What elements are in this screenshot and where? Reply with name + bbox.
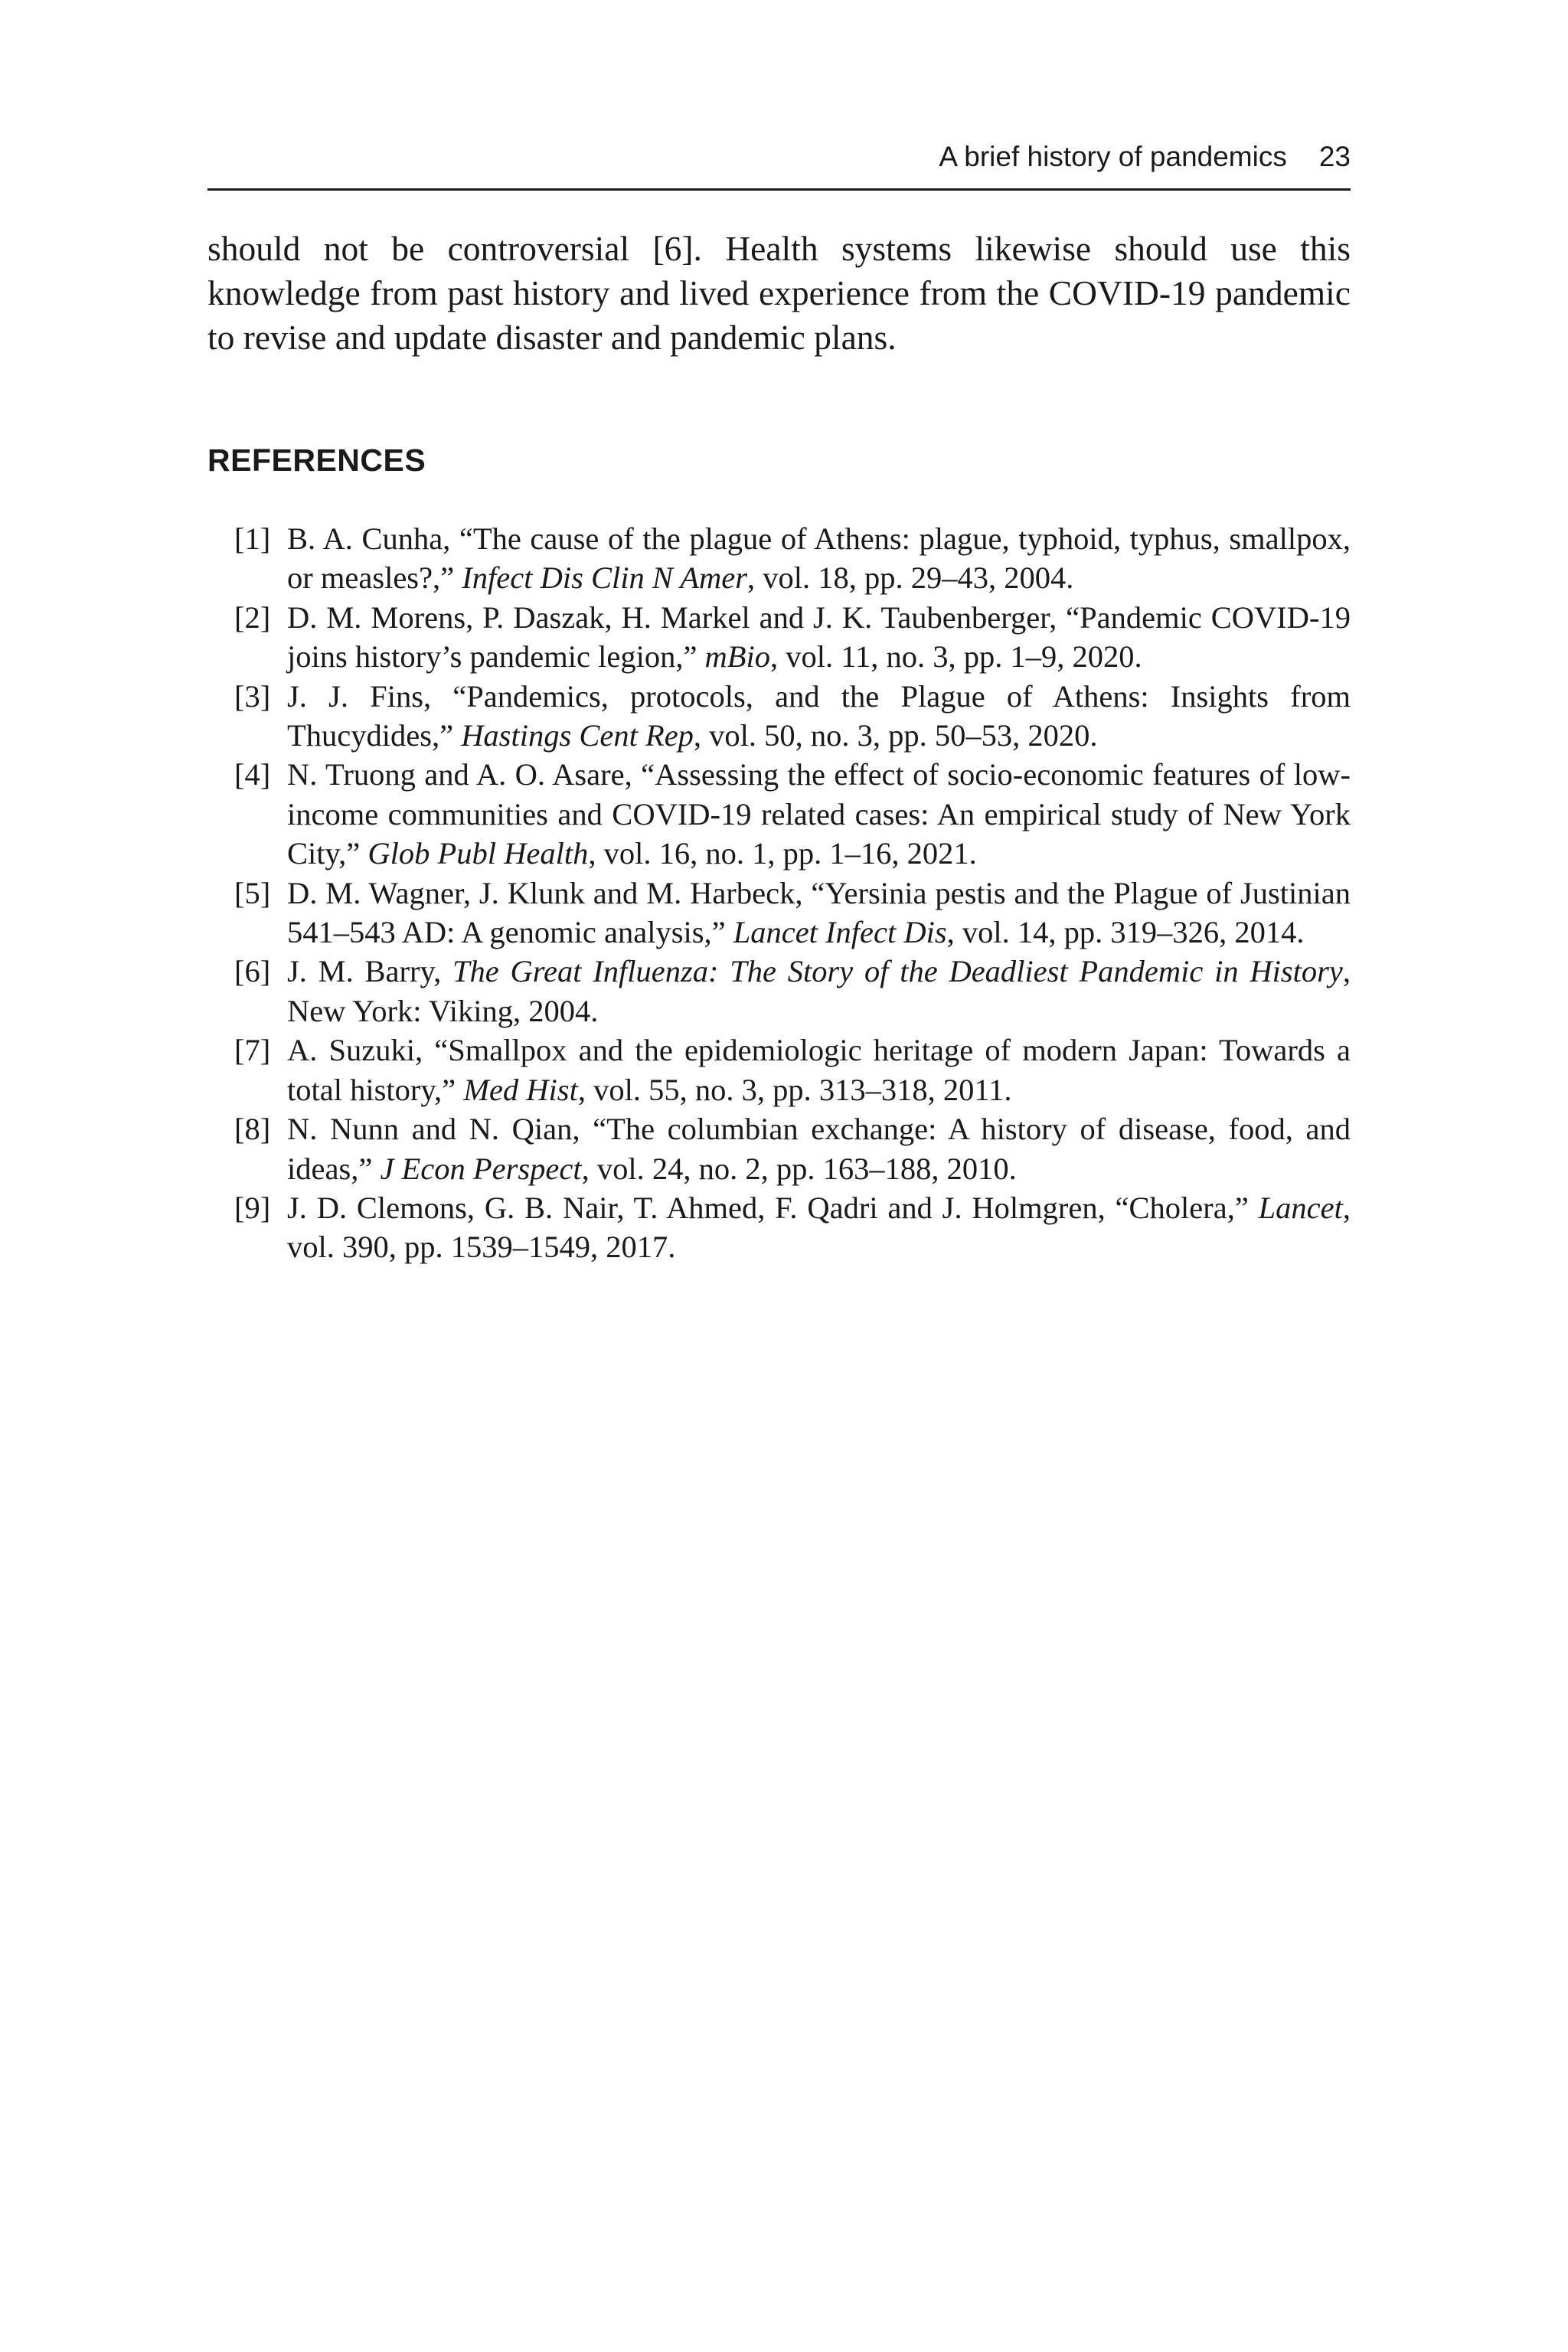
- reference-text: [287, 521, 1351, 595]
- reference-text: [287, 679, 1351, 753]
- reference-text-segment: , vol. 11, no. 3, pp. 1–9, 2020.: [770, 639, 1142, 675]
- reference-source-italic: Infect Dis Clin N Amer: [462, 560, 748, 596]
- reference-text-segment: J. D. Clemons, G. B. Nair, T. Ahmed, F. Qadri and J. Holmgren, “Cholera,”: [287, 1190, 1259, 1225]
- reference-text: [287, 876, 1351, 949]
- reference-number: [2]: [234, 599, 271, 635]
- reference-item: [234, 1109, 1351, 1188]
- reference-text: [287, 757, 1351, 871]
- reference-source-italic: mBio: [704, 639, 771, 675]
- reference-list: [234, 519, 1351, 1267]
- reference-text-segment: , vol. 390, pp. 1539–1549, 2017.: [287, 1190, 1351, 1265]
- header-rule: [207, 188, 1351, 191]
- reference-text: [287, 1112, 1351, 1185]
- reference-number: [1]: [234, 521, 271, 556]
- reference-text: [287, 1191, 1351, 1264]
- running-header: [207, 141, 1351, 173]
- references-heading: REFERENCES: [207, 443, 426, 478]
- reference-text: [287, 1033, 1351, 1106]
- reference-number: [7]: [234, 1033, 271, 1068]
- reference-item: [234, 1031, 1351, 1109]
- reference-source-italic: Glob Publ Health: [368, 836, 589, 871]
- reference-text-segment: , vol. 18, pp. 29–43, 2004.: [747, 560, 1074, 596]
- reference-source-italic: Med Hist: [463, 1072, 578, 1107]
- reference-source-italic: Lancet: [1258, 1190, 1343, 1225]
- reference-number: [5]: [234, 875, 271, 910]
- reference-text-segment: , vol. 55, no. 3, pp. 313–318, 2011.: [577, 1072, 1012, 1107]
- reference-text-segment: , New York: Viking, 2004.: [287, 954, 1351, 1028]
- reference-text-segment: J. M. Barry,: [287, 954, 452, 989]
- page-number: 23: [1318, 141, 1351, 172]
- reference-text: [287, 600, 1351, 674]
- reference-text-segment: N. Nunn and N. Qian, “The columbian exchange: A history of disease, food, and ideas,”: [287, 1112, 1351, 1186]
- reference-number: [8]: [234, 1112, 271, 1147]
- reference-text-segment: , vol. 14, pp. 319–326, 2014.: [946, 915, 1305, 950]
- reference-text-segment: , vol. 16, no. 1, pp. 1–16, 2021.: [588, 836, 977, 871]
- running-title: A brief history of pandemics: [939, 141, 1287, 172]
- reference-item: [234, 519, 1351, 598]
- reference-source-italic: Hastings Cent Rep: [461, 718, 694, 753]
- reference-text-segment: J. J. Fins, “Pandemics, protocols, and the Plague of Athens: Insights from Thucydides,”: [287, 678, 1351, 753]
- body-paragraph: should not be controversial [6]. Health systems likewise should use this knowledge from past history and lived experience from the COVID-19 pandemic to revise and update disaster and pandemic plans.: [207, 229, 1351, 357]
- reference-text-segment: B. A. Cunha, “The cause of the plague of Athens: plague, typhoid, typhus, smallpox, or measles?,”: [287, 521, 1351, 596]
- reference-item: [234, 1188, 1351, 1267]
- reference-text: [287, 954, 1351, 1027]
- reference-number: [9]: [234, 1190, 271, 1225]
- reference-item: [234, 677, 1351, 756]
- reference-source-italic: J Econ Perspect: [380, 1151, 582, 1186]
- reference-item: [234, 755, 1351, 873]
- reference-source-italic: Lancet Infect Dis: [733, 915, 947, 950]
- reference-number: [3]: [234, 678, 271, 714]
- reference-item: [234, 874, 1351, 952]
- reference-text-segment: N. Truong and A. O. Asare, “Assessing the effect of socio-economic features of low-income communities and COVID-19 related cases: An empirical study of New York City,”: [287, 757, 1351, 871]
- reference-item: [234, 952, 1351, 1031]
- reference-text-segment: D. M. Wagner, J. Klunk and M. Harbeck, “Yersinia pestis and the Plague of Justinian 541–543 AD: A genomic analysis,”: [287, 875, 1351, 950]
- reference-text-segment: , vol. 50, no. 3, pp. 50–53, 2020.: [693, 718, 1098, 753]
- reference-number: [4]: [234, 757, 271, 792]
- reference-number: [6]: [234, 954, 271, 989]
- reference-source-italic: The Great Influenza: The Story of the Deadliest Pandemic in History: [452, 954, 1343, 989]
- reference-text-segment: D. M. Morens, P. Daszak, H. Markel and J. K. Taubenberger, “Pandemic COVID-19 joins history’s pandemic legion,”: [287, 599, 1351, 675]
- reference-item: [234, 598, 1351, 677]
- reference-text-segment: , vol. 24, no. 2, pp. 163–188, 2010.: [581, 1151, 1017, 1186]
- reference-text-segment: A. Suzuki, “Smallpox and the epidemiologic heritage of modern Japan: Towards a total history,”: [287, 1033, 1351, 1107]
